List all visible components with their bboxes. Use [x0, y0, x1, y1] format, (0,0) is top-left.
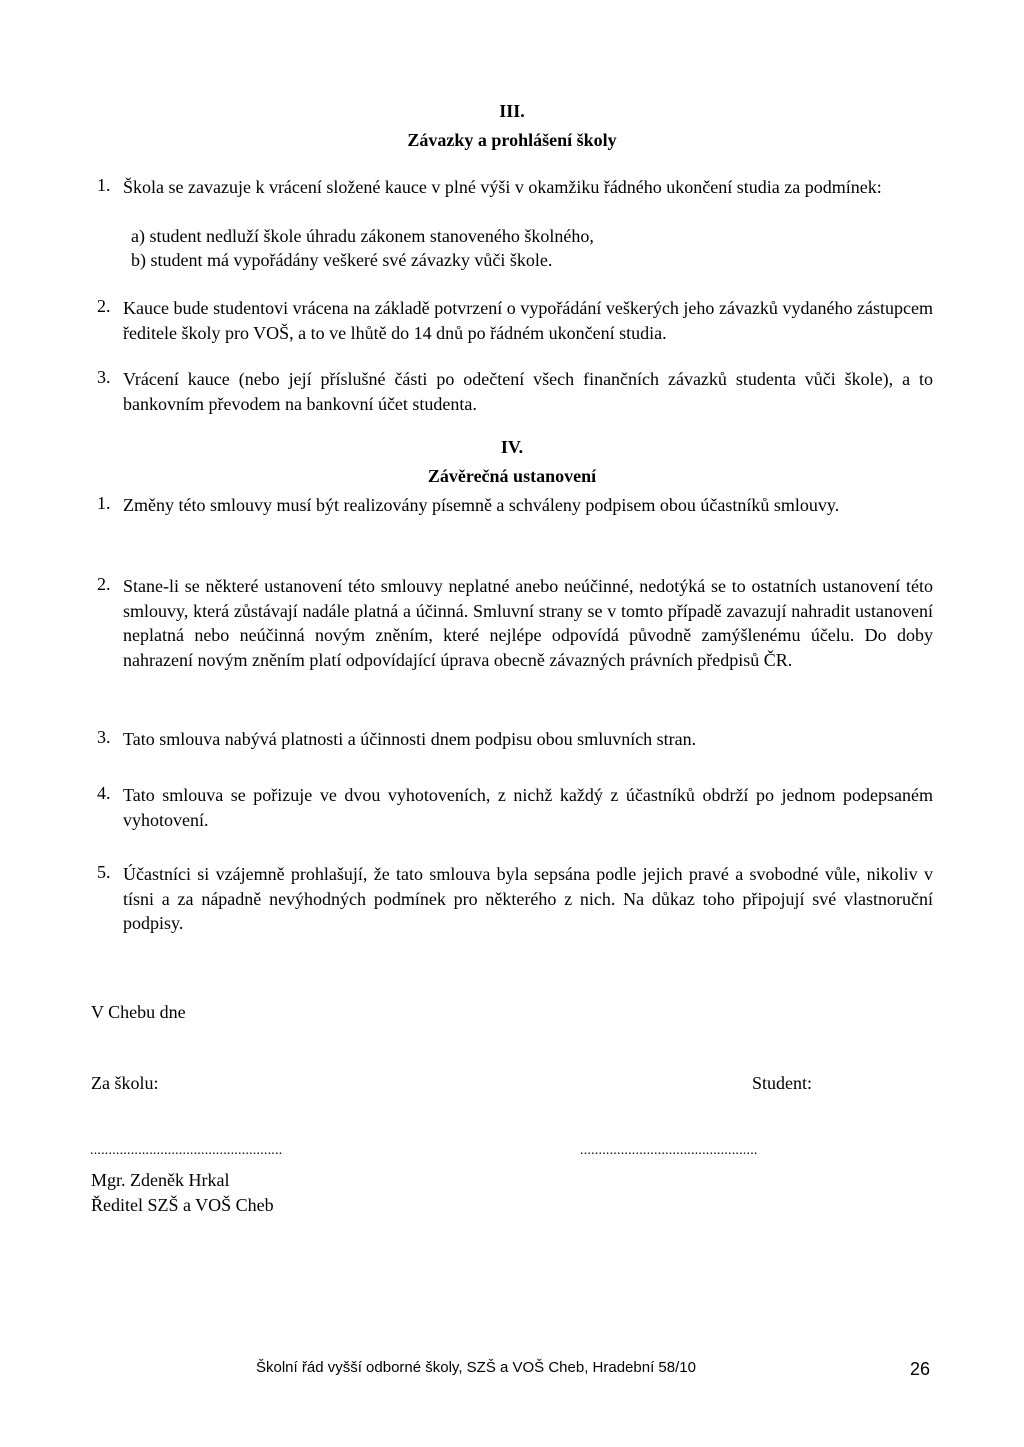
- section-3-subitem-a: a) student nedluží škole úhradu zákonem stanoveného školného,: [131, 226, 594, 246]
- section-3-number: III.: [499, 101, 525, 121]
- section-4-item-1-text: Změny této smlouvy musí být realizovány písemně a schváleny podpisem obou účastníků smlouvy.: [123, 495, 840, 515]
- student-signature-line: ................................................: [580, 1143, 758, 1158]
- section-4-item-1-number: 1.: [97, 493, 111, 513]
- school-signature-line: ....................................................: [90, 1143, 283, 1158]
- section-4-item-5-text: Účastníci si vzájemně prohlašují, že tato smlouva byla sepsána podle jejich pravé a svobodné vůle, nikoliv v tísni a za nápadně nevýhodných podmínek pro některého z nich. Na důkaz toho připojují své vlastnoruční podpisy.: [123, 864, 933, 933]
- section-3-item-2-text: Kauce bude studentovi vrácena na základě potvrzení o vypořádání veškerých jeho závazků vydaného zástupcem ředitele školy pro VOŠ, a to ve lhůtě do 14 dnů po řádném ukončení studia.: [123, 298, 933, 343]
- section-4-item-5-number: 5.: [97, 862, 111, 882]
- section-4-item-2-text: Stane-li se některé ustanovení této smlouvy neplatné anebo neúčinné, nedotýká se to ostatních ustanovení této smlouvy, která zůstávají nadále platná a účinná. Smluvní strany se v tomto případě zavazují nahradit ustanovení neplatná nebo neúčinná novým zněním, které nejlépe odpovídá původně zamýšlenému účelu. Do doby nahrazení novým zněním platí odpovídající úprava obecně závazných právních předpisů ČR.: [123, 576, 933, 670]
- section-3-item-3-number: 3.: [97, 367, 111, 387]
- section-4-item-3-text: Tato smlouva nabývá platnosti a účinnosti dnem podpisu obou smluvních stran.: [123, 729, 697, 749]
- section-3-item-1-text: Škola se zavazuje k vrácení složené kauce v plné výši v okamžiku řádného ukončení studia za podmínek:: [123, 177, 882, 197]
- section-4-item-2-number: 2.: [97, 574, 111, 594]
- school-signature-label: Za školu:: [91, 1073, 159, 1093]
- section-4-item-4-number: 4.: [97, 783, 111, 803]
- section-3-item-1-number: 1.: [97, 175, 111, 195]
- section-4-number: IV.: [500, 437, 524, 457]
- section-4-title: Závěrečná ustanovení: [427, 466, 597, 486]
- page-footer-text: Školní řád vyšší odborné školy, SZŠ a VOŠ Cheb, Hradební 58/10: [256, 1359, 696, 1376]
- section-4-item-3-number: 3.: [97, 727, 111, 747]
- student-signature-label: Student:: [752, 1073, 813, 1093]
- page-number: 26: [910, 1359, 931, 1379]
- signer-title: Ředitel SZŠ a VOŠ Cheb: [91, 1195, 274, 1215]
- section-3-title: Závazky a prohlášení školy: [407, 130, 617, 150]
- signer-name: Mgr. Zdeněk Hrkal: [91, 1170, 230, 1190]
- place-date-line: V Chebu dne: [91, 1002, 186, 1022]
- section-3-subitem-b: b) student má vypořádány veškeré své závazky vůči škole.: [131, 250, 553, 270]
- section-4-item-4-text: Tato smlouva se pořizuje ve dvou vyhotoveních, z nichž každý z účastníků obdrží po jednom podepsaném vyhotovení.: [123, 785, 933, 830]
- section-3-item-3-text: Vrácení kauce (nebo její příslušné části po odečtení všech finančních závazků studenta vůči škole), a to bankovním převodem na bankovní účet studenta.: [123, 369, 933, 414]
- section-3-item-2-number: 2.: [97, 296, 111, 316]
